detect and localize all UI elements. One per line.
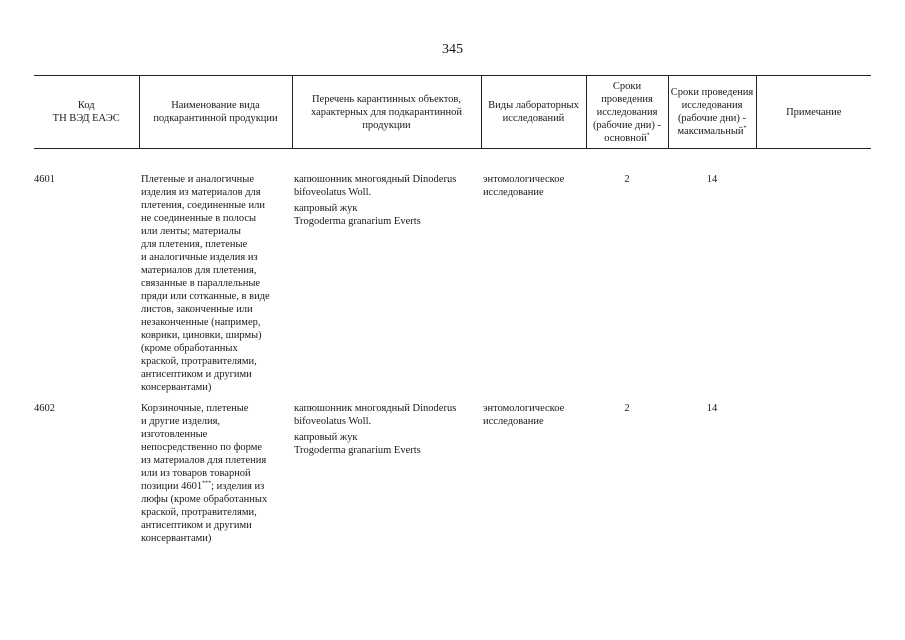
footnote-mark: * [646,132,650,138]
row-code: 4602 [34,403,55,414]
table-row [34,402,871,545]
row-quarantine-objects [292,402,481,545]
table-row [34,173,871,394]
header-term-max: Сроки проведения исследования (рабочие дни) - максимальный* [668,76,756,149]
object-name: капюшонник многоядный Dinoderus [294,403,457,414]
header-term-main: Сроки проведения исследования (рабочие дни) - основной* [586,76,668,149]
header-code: Код ТН ВЭД ЕАЭС [34,76,139,149]
row-term-max: 14 [706,403,718,414]
quarantine-products-table [34,75,871,545]
product-name-text: ; изделия из люфы (кроме обработанных краской, протравителями, антисептиком и другими консервантами) [141,481,268,544]
object-latin-name: Trogoderma granarium Everts [294,216,421,227]
table-header-row [34,76,871,149]
row-note [756,402,871,545]
object-latin-name: bifoveolatus Woll. [294,187,372,198]
row-term-max: 14 [706,174,718,185]
row-note [756,173,871,394]
footnote-mark: * [743,125,747,132]
footnote-mark: *** [202,480,212,487]
row-term-main: 2 [624,403,630,414]
row-term-main: 2 [624,174,630,185]
page-number: 345 [442,42,463,57]
row-code: 4601 [34,174,55,185]
row-product-name: Плетеные и аналогичные изделия из материалов для плетения, соединенные или не соединенные в полосы или ленты; материалы для плетения, плетеные и аналогичные изделия из материалов для плетения, связанные в параллельные пряди или сотканные, в виде листов, законченные или незаконченные (например, коврики, циновки, ширмы) (кроме обработанных краской, протравителями, антисептиком и другими консервантами) [141,174,270,393]
object-latin-name: bifoveolatus Woll. [294,416,372,427]
object-name: капюшонник многоядный Dinoderus [294,174,457,185]
row-quarantine-objects [292,173,481,394]
header-quarantine-objects: Перечень карантинных объектов, характерных для подкарантинной продукции [292,76,481,149]
row-lab-research: энтомологическое исследование [483,174,565,198]
header-product-name: Наименование вида подкарантинной продукции [139,76,292,149]
row-product-name [139,402,292,545]
header-lab-research: Виды лабораторных исследований [481,76,586,149]
row-lab-research: энтомологическое исследование [483,403,565,427]
object-latin-name: Trogoderma granarium Everts [294,445,421,456]
product-name-text: Корзиночные, плетеные и другие изделия, изготовленные непосредственно по форме из материалов для плетения или из товаров товарной позиции 4601 [141,403,267,492]
object-name: капровый жук [294,203,358,214]
object-name: капровый жук [294,432,358,443]
header-note: Примечание [756,76,871,149]
